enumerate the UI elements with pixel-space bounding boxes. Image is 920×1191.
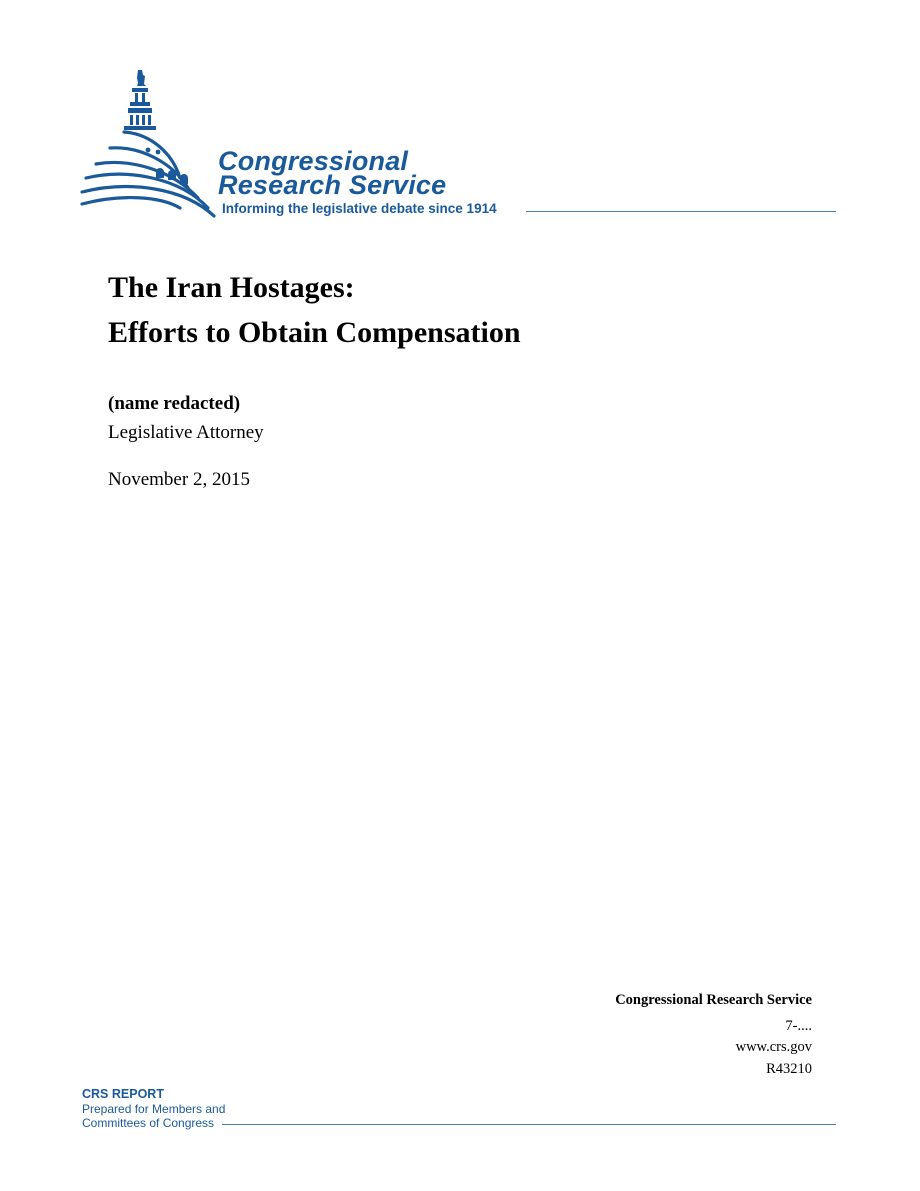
publisher-name: Congressional Research Service (615, 992, 812, 1008)
header-rule (526, 211, 836, 212)
report-title-line1: The Iran Hostages: (108, 271, 355, 304)
author-name: (name redacted) (108, 393, 241, 414)
publisher-phone: 7-.... (785, 1018, 812, 1034)
report-title-line2: Efforts to Obtain Compensation (108, 316, 521, 349)
report-date: November 2, 2015 (108, 469, 250, 490)
crs-report-line2: Committees of Congress (82, 1116, 215, 1130)
capitol-dome-icon (80, 66, 220, 218)
crs-report-line1: Prepared for Members and (82, 1102, 226, 1116)
author-role: Legislative Attorney (108, 422, 264, 443)
logo-wordmark-line2: Research Service (218, 170, 447, 200)
publisher-website: www.crs.gov (735, 1039, 812, 1055)
report-number: R43210 (766, 1061, 812, 1077)
logo-wordmark-line1: Congressional (218, 146, 409, 176)
logo-tagline: Informing the legislative debate since 1914 (222, 201, 497, 216)
crs-report-label: CRS REPORT (82, 1087, 164, 1101)
footer-rule (222, 1124, 836, 1125)
